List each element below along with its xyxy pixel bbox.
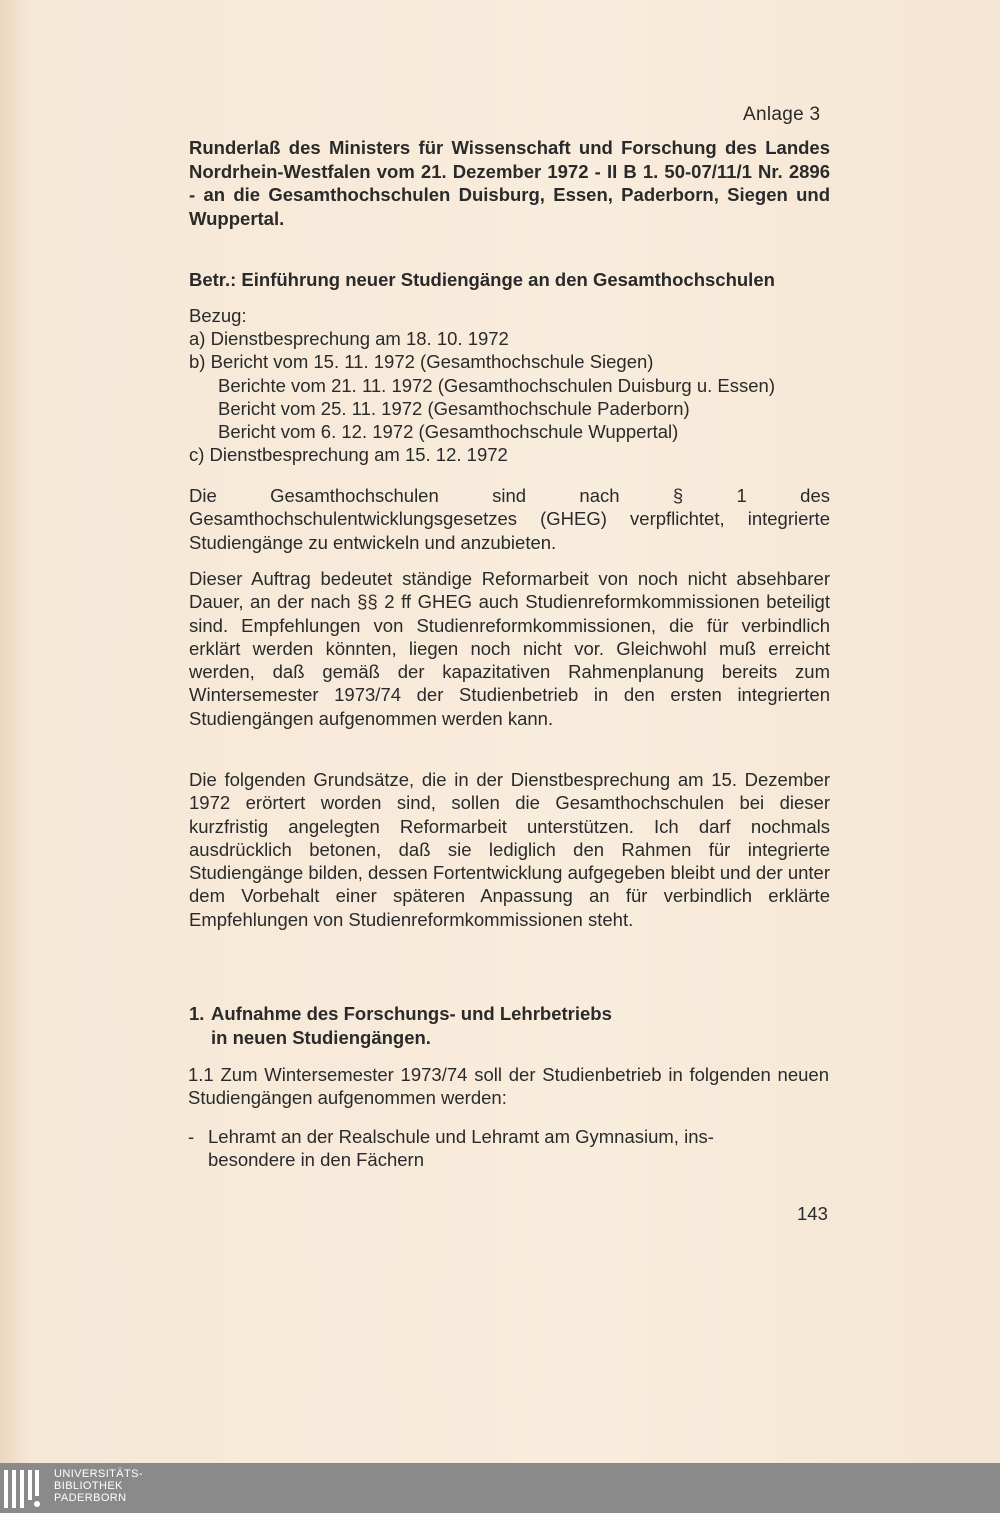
bullet-line: Lehramt an der Realschule und Lehramt am Gymnasium, ins-: [208, 1126, 714, 1147]
subject-line: Betr.: Einführung neuer Studiengänge an den Gesamthochschulen: [189, 269, 775, 290]
decree-title: Runderlaß des Ministers für Wissenschaft und Forschung des Landes Nordrhein-Westfalen vom 21. Dezember 1972 - II B 1. 50-07/11/1 Nr. 2896 - an die Gesamthochschulen Duisburg, Essen, Paderborn, Siegen und Wuppertal.: [189, 137, 830, 229]
bullet-line: besondere in den Fächern: [208, 1149, 424, 1171]
section-heading: [189, 1002, 830, 1050]
logo-text-line: PADERBORN: [54, 1492, 127, 1504]
annex-label: Anlage 3: [743, 104, 821, 125]
body-paragraph: Die folgenden Grundsätze, die in der Dienstbesprechung am 15. Dezember 1972 erörtert worden sind, sollen die Gesamthochschulen bei dieser kurzfristig angelegten Reformarbeit unterstützen. Ich darf nochmals ausdrücklich betonen, daß sie lediglich den Rahmen für integrierte Studiengänge bilden, dessen Fortentwicklung aufgegeben bleibt und der unter dem Vorbehalt einer späteren Anpassung an für verbindlich erklärte Empfehlungen von Studienreformkommissionen steht.: [189, 769, 830, 930]
bullet-item: [188, 1125, 829, 1172]
reference-item: b) Bericht vom 15. 11. 1972 (Gesamthochschule Siegen): [189, 351, 654, 373]
section-heading-line: Aufnahme des Forschungs- und Lehrbetriebs: [211, 1003, 612, 1024]
section-number: 1.: [189, 1003, 205, 1024]
body-paragraph: Die Gesamthochschulen sind nach § 1 des Gesamthochschulentwicklungsgesetzes (GHEG) verpflichtet, integrierte Studiengänge zu entwickeln und anzubieten.: [189, 485, 830, 553]
subsection-paragraph: 1.1 Zum Wintersemester 1973/74 soll der Studienbetrieb in folgenden neuen Studiengängen aufgenommen werden:: [188, 1064, 829, 1109]
reference-label: Bezug:: [189, 305, 247, 326]
reference-list: [189, 327, 889, 467]
bullet-dash: -: [188, 1126, 195, 1147]
body-paragraph: Dieser Auftrag bedeutet ständige Reformarbeit von noch nicht absehbarer Dauer, an der nach §§ 2 ff GHEG auch Studienreformkommissionen beteiligt sind. Empfehlungen von Studienreformkommissionen, die für verbindlich erklärt werden könnten, liegen noch nicht vor. Gleichwohl muß erreicht werden, daß gemäß der kapazitativen Rahmenplanung bereits zum Wintersemester 1973/74 der Studienbetrieb in den ersten integrierten Studiengängen aufgenommen werden kann.: [189, 568, 830, 729]
reference-item: Berichte vom 21. 11. 1972 (Gesamthochschulen Duisburg u. Essen): [218, 374, 776, 396]
reference-item: c) Dienstbesprechung am 15. 12. 1972: [189, 444, 508, 466]
logo-text-line: BIBLIOTHEK: [54, 1480, 123, 1492]
logo-text-line: UNIVERSITÄTS-: [54, 1468, 143, 1480]
library-logo-icon: [4, 1470, 42, 1508]
reference-item: Bericht vom 25. 11. 1972 (Gesamthochschule Paderborn): [218, 397, 690, 419]
section-heading-line: in neuen Studiengängen.: [211, 1027, 431, 1048]
library-logo-text: [54, 1468, 143, 1504]
page-number: 143: [797, 1203, 828, 1224]
reference-item: a) Dienstbesprechung am 18. 10. 1972: [189, 328, 509, 349]
library-footer: [0, 1463, 1000, 1513]
reference-item: Bericht vom 6. 12. 1972 (Gesamthochschule Wuppertal): [218, 421, 679, 443]
